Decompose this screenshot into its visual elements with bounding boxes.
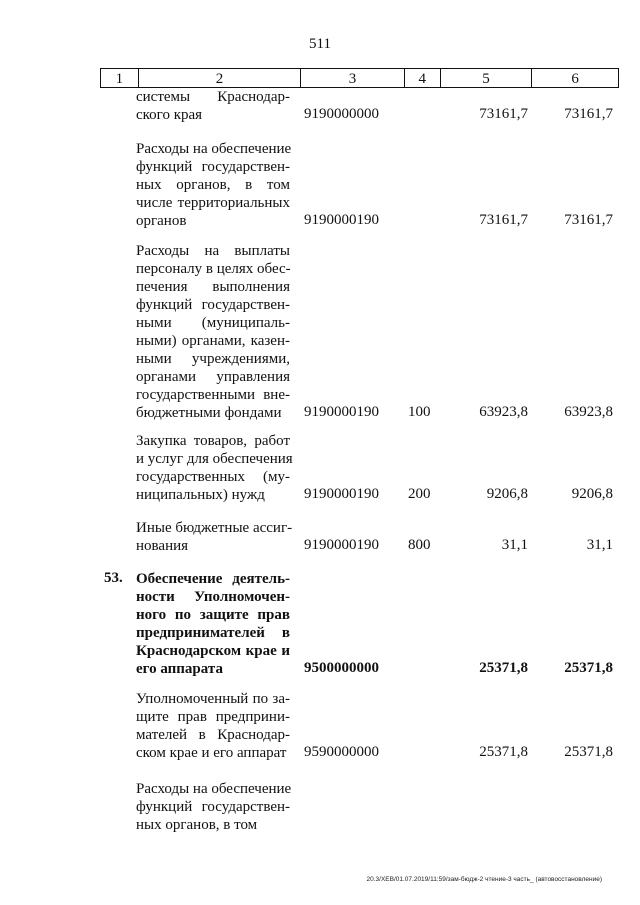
description-line: ных органов, в том	[136, 817, 258, 833]
description-line: бюджетными фондами	[136, 405, 282, 421]
amount-col-5: 73161,7	[479, 212, 528, 228]
description-line: Расходы на выплаты	[136, 243, 290, 259]
amount-col-6: 63923,8	[564, 404, 613, 420]
row-number: 53.	[104, 570, 123, 586]
row-description	[136, 780, 290, 834]
description-line: ными) органами, казен-	[136, 333, 290, 349]
amount-col-5: 25371,8	[479, 660, 528, 676]
amount-col-6: 25371,8	[564, 744, 613, 760]
csr-code: 9500000000	[304, 660, 379, 676]
description-line: щите прав предприни-	[136, 709, 290, 725]
description-line: ного по защите прав	[136, 607, 290, 623]
row-description	[136, 432, 293, 504]
description-line: Обеспечение деятель-	[136, 571, 290, 587]
row-description	[136, 570, 290, 678]
description-line: Расходы на обеспечение	[136, 141, 292, 157]
description-line: и услуг для обеспечения	[136, 451, 293, 467]
description-line: Уполномоченный по за-	[136, 691, 290, 707]
description-line: ниципальных) нужд	[136, 487, 265, 503]
expense-type-code: 100	[408, 404, 431, 420]
description-line: ского края	[136, 107, 203, 123]
amount-col-6: 9206,8	[571, 486, 613, 502]
amount-col-6: 73161,7	[564, 212, 613, 228]
description-line: его аппарата	[136, 661, 223, 677]
description-line: ных органов, в том	[136, 177, 290, 193]
header-col-1: 1	[101, 69, 139, 87]
csr-code: 9190000190	[304, 404, 379, 420]
header-col-3: 3	[301, 69, 405, 87]
description-line: Расходы на обеспечение	[136, 781, 292, 797]
amount-col-6: 73161,7	[564, 106, 613, 122]
row-description	[136, 242, 290, 422]
amount-col-5: 9206,8	[486, 486, 528, 502]
csr-code: 9190000190	[304, 537, 379, 553]
description-line: ности Уполномочен-	[136, 589, 290, 605]
amount-col-6: 31,1	[586, 537, 613, 553]
description-line: ском крае и его аппарат	[136, 745, 287, 761]
description-line: органами управления	[136, 369, 290, 385]
description-line: Краснодарском крае и	[136, 643, 290, 659]
header-col-2: 2	[139, 69, 301, 87]
description-line: предпринимателей в	[136, 625, 290, 641]
row-description	[136, 519, 293, 555]
header-col-4: 4	[405, 69, 441, 87]
description-line: функций государствен-	[136, 799, 290, 815]
csr-code: 9190000190	[304, 212, 379, 228]
description-line: ными учреждениями,	[136, 351, 290, 367]
page-number: 511	[309, 36, 331, 52]
header-col-6: 6	[571, 71, 579, 87]
amount-col-5: 25371,8	[479, 744, 528, 760]
row-description	[136, 88, 290, 124]
description-line: системы Краснодар-	[136, 89, 290, 105]
description-line: функций государствен-	[136, 297, 290, 313]
row-description	[136, 690, 290, 762]
description-line: печения выполнения	[136, 279, 290, 295]
description-line: числе территориальных	[136, 195, 290, 211]
description-line: ными (муниципаль-	[136, 315, 290, 331]
description-line: персоналу в целях обес-	[136, 261, 291, 277]
description-line: органов	[136, 213, 187, 229]
description-line: Закупка товаров, работ	[136, 433, 290, 449]
header-col-5: 5	[441, 69, 533, 87]
footer-file-path: 20.3/ХЕВ/01.07.2019/11:59/зам-бюдж-2 чтение-3 часть_ (автовосстановление)	[366, 876, 602, 883]
csr-code: 9190000190	[304, 486, 379, 502]
description-line: государственными вне-	[136, 387, 290, 403]
csr-code: 9190000000	[304, 106, 379, 122]
description-line: функций государствен-	[136, 159, 290, 175]
csr-code: 9590000000	[304, 744, 379, 760]
description-line: Иные бюджетные ассиг-	[136, 520, 293, 536]
expense-type-code: 200	[408, 486, 431, 502]
description-line: мателей в Краснодар-	[136, 727, 290, 743]
expense-type-code: 800	[408, 537, 431, 553]
table-header	[100, 68, 619, 88]
description-line: нования	[136, 538, 189, 554]
amount-col-5: 31,1	[501, 537, 528, 553]
amount-col-5: 63923,8	[479, 404, 528, 420]
description-line: государственных (му-	[136, 469, 290, 485]
amount-col-5: 73161,7	[479, 106, 528, 122]
row-description	[136, 140, 290, 230]
amount-col-6: 25371,8	[564, 660, 613, 676]
